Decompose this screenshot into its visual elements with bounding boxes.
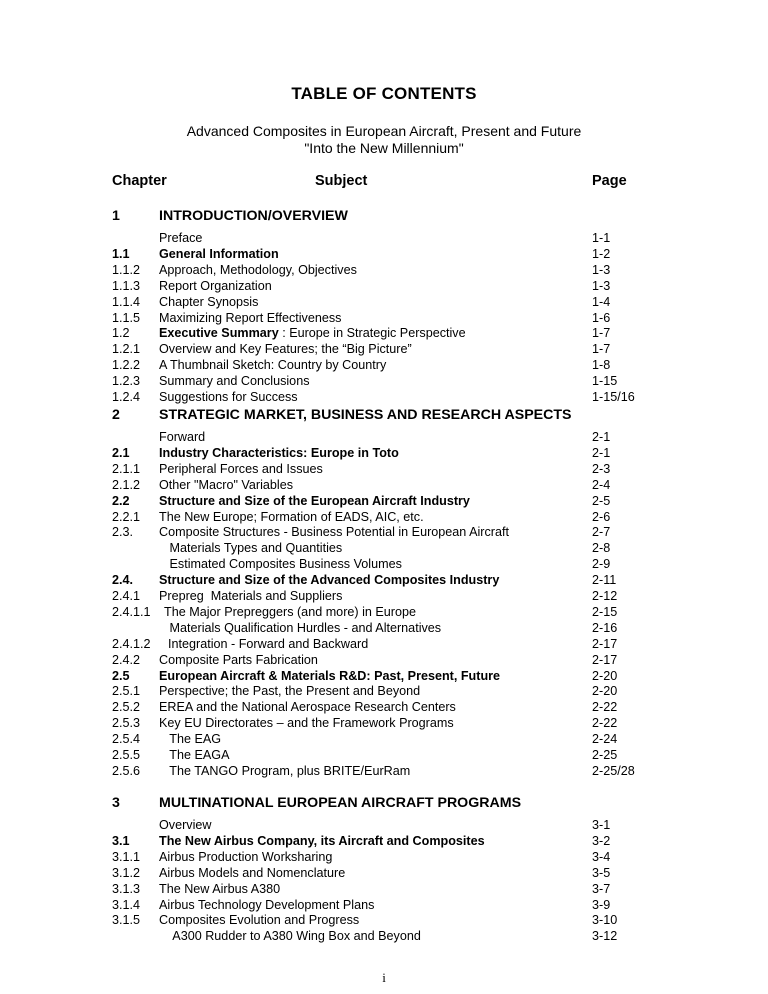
- toc-entry-page: 1-3: [592, 278, 611, 293]
- toc-entry: [0, 865, 768, 881]
- toc-entry-title: The Major Prepreggers (and more) in Europe: [164, 604, 416, 619]
- toc-entry-page: 3-4: [592, 849, 611, 864]
- toc-entry: [0, 357, 768, 373]
- subject-column-header: Subject: [315, 173, 368, 189]
- toc-entry-number: 1.2.1: [112, 342, 141, 357]
- toc-entry-number: 2.4.: [112, 573, 134, 588]
- toc-entry-number: 3.1: [112, 833, 130, 848]
- toc-entry-number: 2.5.5: [112, 748, 141, 762]
- toc-entry-title: Estimated Composites Business Volumes: [159, 557, 402, 572]
- chapter-column-header: Chapter: [112, 173, 167, 189]
- toc-entry-page: 2-5: [592, 493, 611, 508]
- toc-entry-number: 2.2.1: [112, 509, 141, 524]
- toc-entry-page: 1-2: [592, 246, 611, 261]
- toc-entry-title: EREA and the National Aerospace Research Centers: [159, 700, 456, 715]
- toc-entry-title: Airbus Production Worksharing: [159, 849, 333, 864]
- toc-entry-title: The EAGA: [159, 748, 230, 762]
- toc-entry: [0, 912, 768, 928]
- toc-entry-number: 1.1.3: [112, 278, 141, 293]
- toc-entry-page: 2-20: [592, 684, 618, 699]
- page-number: i: [382, 970, 386, 985]
- toc-entry-title: The New Europe; Formation of EADS, AIC, etc.: [159, 509, 424, 524]
- toc-entry-title: The New Airbus Company, its Aircraft and Composites: [159, 833, 485, 848]
- toc-entry-number: 2.2: [112, 493, 130, 508]
- toc-entry: [0, 604, 768, 620]
- toc-entry: [0, 731, 768, 747]
- toc-entry-title: Overview: [159, 818, 212, 832]
- toc-entry-number: 2.5.1: [112, 684, 141, 699]
- toc-entry-page: 2-20: [592, 668, 618, 683]
- toc-entry: [0, 246, 768, 262]
- toc-entry-title: Chapter Synopsis: [159, 294, 259, 309]
- toc-entry: [0, 817, 768, 833]
- toc-entry-title: European Aircraft & Materials R&D: Past, Present, Future: [159, 668, 501, 683]
- toc-entry-page: 2-15: [592, 604, 618, 619]
- toc-entry-page: 2-22: [592, 700, 618, 715]
- toc-entry-number: 2.4.1.1: [112, 604, 151, 619]
- toc-entry: [0, 699, 768, 715]
- toc-entry-number: 1: [112, 208, 120, 224]
- toc-entry-number: 2.4.2: [112, 652, 141, 667]
- toc-entry-title: Forward: [159, 430, 206, 444]
- toc-entry-title: Airbus Technology Development Plans: [159, 897, 375, 912]
- toc-entry-number: 1.2.3: [112, 374, 141, 389]
- toc-entry: [0, 683, 768, 699]
- toc-entry-page: 1-7: [592, 326, 611, 341]
- toc-entry-title: Other "Macro" Variables: [159, 477, 293, 492]
- toc-entry-page: 3-9: [592, 897, 611, 912]
- toc-entry-page: 3-1: [592, 818, 611, 832]
- toc-entry-number: 3: [112, 795, 120, 811]
- toc-entry: [0, 493, 768, 509]
- document-subtitle-quote: "Into the New Millennium": [304, 140, 464, 156]
- toc-entry-title: Peripheral Forces and Issues: [159, 461, 323, 476]
- toc-entry-number: 3.1.3: [112, 881, 141, 896]
- toc-entry: [0, 373, 768, 389]
- toc-entry-title: Materials Qualification Hurdles - and Alternatives: [159, 620, 442, 635]
- toc-entry: [0, 747, 768, 763]
- toc-entry-title: INTRODUCTION/OVERVIEW: [159, 208, 348, 224]
- toc-entry: [0, 556, 768, 572]
- toc-entry-number: 1.1.4: [112, 294, 141, 309]
- toc-entry-number: 3.1.5: [112, 913, 141, 928]
- toc-entry-page: 2-4: [592, 477, 611, 492]
- toc-entry-title: General Information: [159, 246, 279, 261]
- toc-entry-number: 1.1.5: [112, 310, 141, 325]
- toc-entry-page: 1-6: [592, 310, 611, 325]
- toc-entry: [0, 310, 768, 326]
- toc-entry-title: Approach, Methodology, Objectives: [159, 262, 357, 277]
- toc-entry-title: STRATEGIC MARKET, BUSINESS AND RESEARCH ASPECTS: [159, 407, 572, 423]
- toc-entry-number: 2.5: [112, 668, 130, 683]
- toc-entry-page: 1-8: [592, 358, 611, 373]
- toc-entry: [0, 928, 768, 944]
- toc-entry-title: Structure and Size of the Advanced Composites Industry: [159, 573, 500, 588]
- toc-entry: [0, 445, 768, 461]
- toc-entry-title: MULTINATIONAL EUROPEAN AIRCRAFT PROGRAMS: [159, 795, 522, 811]
- toc-entry: [0, 849, 768, 865]
- toc-entry-page: 2-11: [592, 573, 617, 588]
- toc-entry-number: 2: [112, 407, 120, 423]
- toc-entry-title: Report Organization: [159, 278, 272, 293]
- toc-entry-number: 1.2: [112, 326, 130, 341]
- chapter-heading: [0, 206, 768, 226]
- toc-entry: [0, 668, 768, 684]
- toc-entry-page: 2-25: [592, 748, 618, 762]
- toc-entry-title: Overview and Key Features; the “Big Picture”: [159, 342, 412, 357]
- toc-entry: [0, 540, 768, 556]
- page-column-header: Page: [592, 173, 627, 189]
- toc-entry: [0, 881, 768, 897]
- chapter-heading: [0, 405, 768, 425]
- toc-entry-page: 2-17: [592, 636, 618, 651]
- toc-entry: [0, 461, 768, 477]
- toc-entry-title: [159, 325, 466, 341]
- toc-entry-title: Suggestions for Success: [159, 390, 298, 404]
- toc-entry-number: 2.1: [112, 445, 130, 460]
- toc-entry: [0, 477, 768, 493]
- toc-entry-page: 3-12: [592, 929, 618, 944]
- toc-entry-title: Airbus Models and Nomenclature: [159, 865, 346, 880]
- toc-entry-page: 2-22: [592, 716, 618, 731]
- toc-entry-number: 1.2.2: [112, 358, 141, 373]
- toc-entry-page: 2-24: [592, 732, 618, 747]
- toc-entry-number: 3.1.4: [112, 897, 141, 912]
- toc-entry-number: 2.5.6: [112, 763, 141, 778]
- toc-entry-page: 2-17: [592, 652, 618, 667]
- toc-entry-page: 2-3: [592, 461, 611, 476]
- toc-entry-title: Composite Parts Fabrication: [159, 652, 318, 667]
- toc-entry: [0, 389, 768, 405]
- toc-entry: [0, 524, 768, 540]
- toc-entry-title: The New Airbus A380: [159, 881, 281, 896]
- toc-entry: [0, 262, 768, 278]
- toc-entry-title: Composite Structures - Business Potential in European Aircraft: [159, 525, 509, 540]
- toc-entry: [0, 833, 768, 849]
- toc-entry: [0, 897, 768, 913]
- toc-entry-page: 3-10: [592, 913, 618, 928]
- toc-entry-page: 2-16: [592, 620, 618, 635]
- toc-entry-page: 1-1: [592, 231, 611, 245]
- toc-entry: [0, 509, 768, 525]
- toc-entry-title: The TANGO Program, plus BRITE/EurRam: [159, 763, 411, 778]
- toc-entry-number: 3.1.2: [112, 865, 141, 880]
- toc-entry: [0, 278, 768, 294]
- toc-entry: [0, 588, 768, 604]
- toc-entry-title: Industry Characteristics: Europe in Toto: [159, 445, 399, 460]
- toc-entry-page: 1-7: [592, 342, 611, 357]
- toc-entry-number: 1.1.2: [112, 262, 141, 277]
- toc-entry-page: 3-5: [592, 865, 611, 880]
- toc-entry-title: Summary and Conclusions: [159, 374, 310, 389]
- toc-entry-number: 2.1.2: [112, 477, 141, 492]
- toc-entry-number: 1.1: [112, 246, 130, 261]
- toc-entry-title-rest: : Europe in Strategic Perspective: [278, 326, 466, 341]
- toc-entry-title: A Thumbnail Sketch: Country by Country: [159, 358, 387, 373]
- toc-entry-page: 2-12: [592, 589, 618, 603]
- toc-entry: [0, 341, 768, 357]
- toc-entry-number: 2.1.1: [112, 461, 141, 476]
- toc-entry-page: 2-8: [592, 541, 611, 556]
- toc-entry-page: 3-2: [592, 833, 611, 848]
- toc-entry-page: 2-1: [592, 430, 611, 444]
- toc-entry-title: Maximizing Report Effectiveness: [159, 310, 342, 325]
- toc-entry-number: 2.3.: [112, 525, 134, 540]
- toc-entry-title-bold: Executive Summary: [159, 326, 279, 341]
- toc-entry-title: A300 Rudder to A380 Wing Box and Beyond: [159, 929, 421, 944]
- toc-entry: [0, 763, 768, 779]
- toc-entry-page: 1-15: [592, 374, 618, 389]
- toc-entry-number: 2.5.4: [112, 732, 141, 747]
- toc-entry-page: 2-25/28: [592, 763, 635, 778]
- toc-entry-number: 1.2.4: [112, 390, 141, 404]
- toc-entry-page: 2-6: [592, 509, 611, 524]
- toc-entry-title: Composites Evolution and Progress: [159, 913, 360, 928]
- toc-entry: [0, 715, 768, 731]
- toc-entry-title: Materials Types and Quantities: [159, 541, 343, 556]
- toc-entry-page: 2-7: [592, 525, 611, 540]
- toc-entry-page: 1-15/16: [592, 390, 635, 404]
- toc-entry-page: 2-9: [592, 557, 611, 572]
- toc-entry-page: 1-4: [592, 294, 611, 309]
- toc-entry-title: Integration - Forward and Backward: [168, 636, 369, 651]
- toc-entry-title: Prepreg Materials and Suppliers: [159, 589, 343, 603]
- toc-entry: [0, 429, 768, 445]
- toc-entry-title: Perspective; the Past, the Present and Beyond: [159, 684, 421, 699]
- toc-entry-title: Key EU Directorates – and the Framework Programs: [159, 716, 454, 731]
- toc-entry: [0, 572, 768, 588]
- toc-entry: [0, 230, 768, 246]
- document-subtitle: Advanced Composites in European Aircraft, Present and Future: [186, 123, 582, 139]
- toc-entry: [0, 636, 768, 652]
- toc-entry: [0, 294, 768, 310]
- toc-entry: [0, 620, 768, 636]
- toc-entry-page: 2-1: [592, 445, 611, 460]
- toc-entry-title: Preface: [159, 231, 203, 245]
- toc-entry-title: The EAG: [159, 732, 222, 747]
- toc-entry-page: 1-3: [592, 262, 611, 277]
- chapter-heading: [0, 793, 768, 813]
- toc-entry-number: 2.5.3: [112, 716, 141, 731]
- toc-entry-number: 2.4.1.2: [112, 636, 151, 651]
- toc-entry: [0, 325, 768, 341]
- toc-entry-title: Structure and Size of the European Aircraft Industry: [159, 493, 470, 508]
- toc-entry-number: 2.4.1: [112, 589, 141, 603]
- toc-entry-number: 3.1.1: [112, 849, 141, 864]
- page-title: TABLE OF CONTENTS: [291, 84, 477, 103]
- toc-entry-number: 2.5.2: [112, 700, 141, 715]
- toc-entry-page: 3-7: [592, 881, 611, 896]
- toc-entry: [0, 652, 768, 668]
